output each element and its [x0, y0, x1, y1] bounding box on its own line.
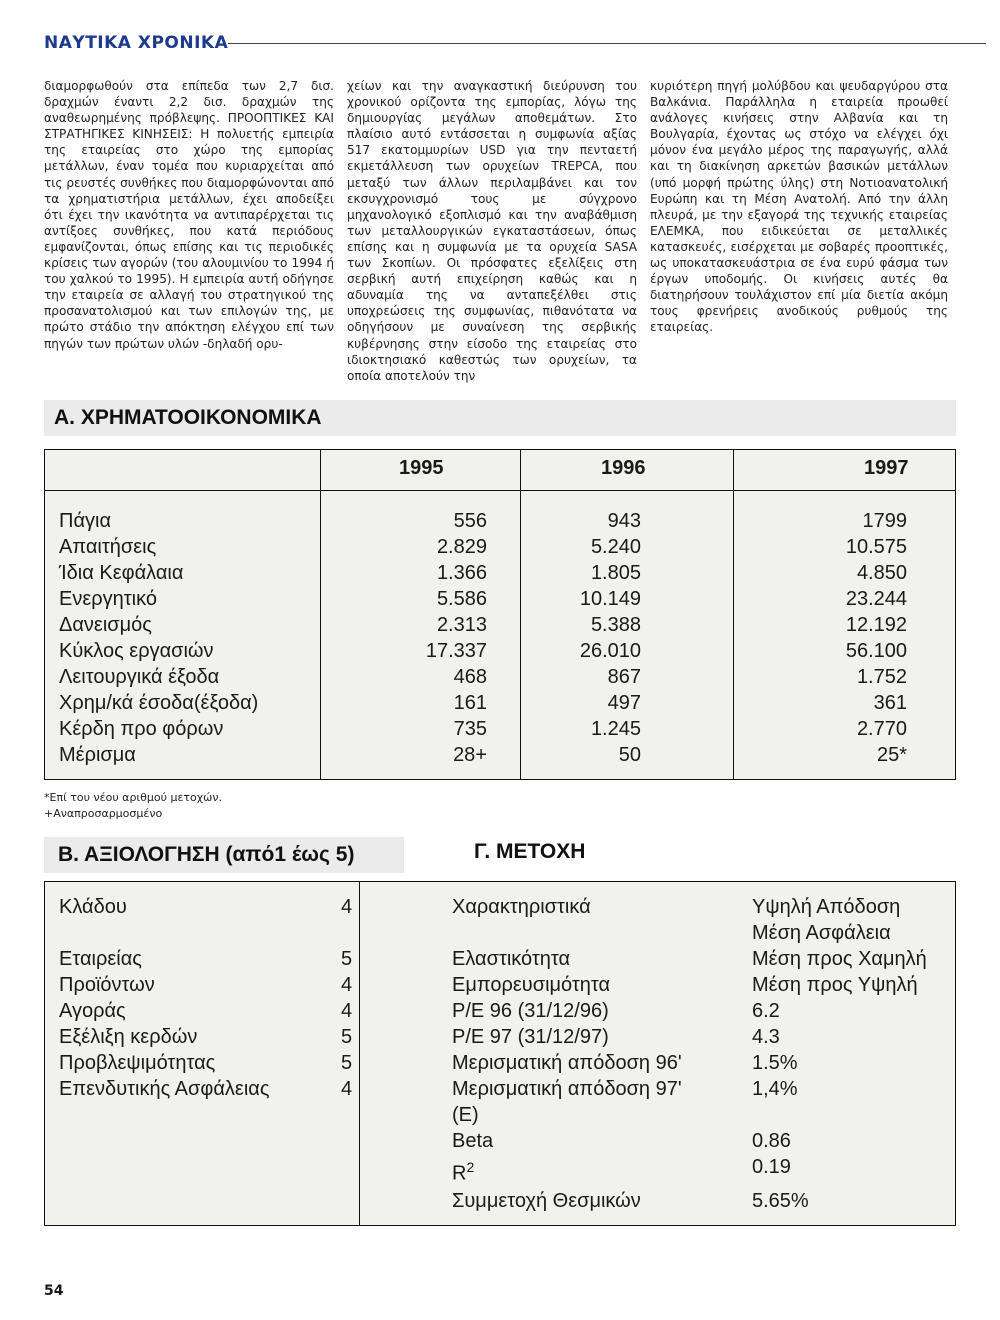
table-row — [45, 586, 955, 612]
stock-label: P/E 96 (31/12/96) — [452, 1000, 609, 1022]
row-label: Ίδια Κεφάλαια — [59, 562, 184, 584]
cell-value: 26.010 — [579, 640, 641, 662]
financials-table — [44, 449, 956, 780]
stock-value: Μέση προς Χαμηλή — [752, 948, 927, 970]
cell-value: 56.100 — [845, 640, 907, 662]
cell-value: 4.850 — [856, 562, 907, 584]
stock-label: $R^2$ — [452, 1159, 475, 1185]
rating-label: Προβλεψιμότητας — [59, 1052, 216, 1074]
rating-value: 4 — [341, 1078, 353, 1100]
text-column-1 — [44, 78, 334, 352]
rating-value: 4 — [341, 896, 353, 918]
magazine-title: ΝΑΥΤΙΚΑ ΧΡΟΝΙΚΑ — [44, 33, 229, 53]
header-rule — [228, 43, 986, 44]
rating-and-stock-table — [44, 881, 956, 1226]
section-a-heading: Α. ΧΡΗΜΑΤΟΟΙΚΟΝΟΜΙΚΑ — [44, 400, 956, 436]
stock-value: 1,4% — [752, 1078, 798, 1100]
table-row — [45, 664, 955, 690]
table-row — [45, 560, 955, 586]
stock-value: Υψηλή Απόδοση — [752, 896, 901, 918]
stock-label: Μερισματική απόδοση 96' — [452, 1052, 682, 1074]
column-3-text: κυριότερη πηγή μολύβδου και ψευδαργύρου στα Βαλκάνια. Παράλληλα η εταιρεία προωθεί ανάλογες κινήσεις στην Αλβανία και τη Βουλγαρία, έχοντας ως στόχο να ελέγχει όχι μόνον ένα μεγάλο μέρος της παραγωγής, αλλά και τη διακίνηση αρκετών βασικών μετάλλων (υπό μορφή πρώτης ύλης) στη Νοτιοανατολική Ευρώπη και τη Μέση Ανατολή. Από την άλλη πλευρά, με την εξαγορά της τεχνικής εταιρείας ΕΛΕΜΚΑ, που ειδικεύεται σε μεταλλικές κατασκευές, εισέρχεται με σοβαρές προοπτικές, ως υποκατασκευάστρια σε ένα ευρύ φάσμα των έργων υποδομής. Οι κινήσεις αυτές θα διατηρήσουν τουλάχιστον επί μία διετία ακόμη τους φρενήρεις ανοδικούς ρυθμούς της εταιρείας. — [650, 79, 948, 335]
row-label: Ενεργητικό — [59, 588, 157, 610]
cell-value: 50 — [618, 744, 641, 766]
section-g-heading: Γ. ΜΕΤΟΧΗ — [474, 840, 586, 863]
cell-value: 10.575 — [845, 536, 907, 558]
stock-value: 4.3 — [752, 1026, 780, 1048]
footnote: *Επί του νέου αριθμού μετοχών. — [44, 791, 222, 804]
cell-value: 2.829 — [436, 536, 487, 558]
rating-label: Εταιρείας — [59, 948, 142, 970]
text-column-3 — [650, 78, 948, 336]
cell-value: 468 — [453, 666, 487, 688]
row-label: Δανεισμός — [59, 614, 152, 636]
cell-value: 1.752 — [856, 666, 907, 688]
cell-value: 161 — [453, 692, 487, 714]
cell-value: 2.770 — [856, 718, 907, 740]
rating-value: 5 — [341, 948, 353, 970]
financials-rows — [45, 508, 955, 768]
row-label: Χρημ/κά έσοδα(έξοδα) — [59, 692, 259, 714]
cell-value: 361 — [873, 692, 907, 714]
rating-label: Προϊόντων — [59, 974, 155, 996]
row-label: Λειτουργικά έξοδα — [59, 666, 220, 688]
r-squared-superscript: 2 — [466, 1159, 475, 1175]
column-2-text: χείων και την αναγκαστική διεύρυνση του χρονικού ορίζοντα της εμπορίας, λόγω της δημιουργίας μεγάλων αποθεμάτων. Στο πλαίσιο αυτό εντάσσεται η συμφωνία αξίας 517 εκατομμυρίων USD για την πενταετή εκμετάλλευση των ορυχείων TREPCA, που μεταξύ των άλλων περιλαμβάνει και τον εκσυγχρονισμό τους με σύγχρονο μηχανολογικό εξοπλισμό και την αναβάθμιση των μεταλλουργικών εγκαταστάσεων, όπως επίσης και η συμφωνία με τα ορυχεία SASA των Σκοπίων. Οι πρόσφατες εξελίξεις στη σερβική αυτή επιχείρηση καθώς και η αδυναμία της να ανταπεξέλθει στις υποχρεώσεις της συμφωνίας, πιθανότατα να οδηγήσουν με συναίνεση της σερβικής κυβέρνησης στην είσοδο της εταιρείας στο ιδιοκτησιακό καθεστώς των ορυχείων, τα οποία αποτελούν την — [347, 79, 637, 383]
year-header: 1995 — [399, 457, 444, 479]
cell-value: 1.245 — [590, 718, 641, 740]
page-number: 54 — [44, 1283, 64, 1299]
cell-value: 28+ — [453, 744, 487, 766]
rating-label: Αγοράς — [59, 1000, 126, 1022]
text-column-2 — [347, 78, 637, 384]
stock-value: 0.86 — [752, 1130, 791, 1152]
row-label: Απαιτήσεις — [59, 536, 157, 558]
stock-value: 5.65% — [752, 1190, 809, 1212]
rating-value: 4 — [341, 974, 353, 996]
cell-value: 25* — [876, 744, 907, 766]
cell-value: 735 — [453, 718, 487, 740]
stock-label: Χαρακτηριστικά — [452, 896, 591, 918]
header-divider — [45, 490, 955, 491]
table-row — [45, 690, 955, 716]
stock-label: Μερισματική απόδοση 97' — [452, 1078, 682, 1100]
cell-value: 2.313 — [436, 614, 487, 636]
table-row — [45, 612, 955, 638]
footnote: +Αναπροσαρμοσμένο — [44, 807, 163, 820]
table-row — [45, 742, 955, 768]
stock-value: 0.19 — [752, 1156, 791, 1178]
rating-label: Εξέλιξη κερδών — [59, 1026, 198, 1048]
stock-label: Ελαστικότητα — [452, 948, 571, 970]
stock-value: 6.2 — [752, 1000, 780, 1022]
column-1-text: διαμορφωθούν στα επίπεδα των 2,7 δισ. δραχμών έναντι 2,2 δισ. δραχμών της αναθεωρημένης πρόβλεψης. ΠΡΟΟΠΤΙΚΕΣ ΚΑΙ ΣΤΡΑΤΗΓΙΚΕΣ ΚΙΝΗΣΕΙΣ: Η πολυετής εμπειρία της εταιρείας στο χώρο της εμπορίας μετάλλων, έναν τομέα που κυριαρχείται από τις ρευστές συνθήκες που διαμορφώνονται από τα χρηματιστήρια μετάλλων, έχει αποδείξει ότι έχει την ικανότητα να αντιπαρέρχεται τις αντίξοες συνθήκες, που κατά περιόδους εμφανίζονται, όπως επίσης και τις περιοδικές κρίσεις των αγορών (του αλουμινίου το 1994 ή του χαλκού το 1995). Η εμπειρία αυτή οδήγησε την εταιρεία σε αλλαγή του στρατηγικού της προσανατολισμού και των επιλογών της, με πρώτο στάδιο την απόκτηση ελέγχου επί των πηγών των πρώτων υλών -δηλαδή ορυ- — [44, 79, 334, 351]
row-label: Κέρδη προ φόρων — [59, 718, 224, 740]
cell-value: 556 — [453, 510, 487, 532]
cell-value: 5.240 — [590, 536, 641, 558]
rating-label: Κλάδου — [59, 896, 127, 918]
cell-value: 867 — [607, 666, 641, 688]
table-row — [45, 508, 955, 534]
stock-value: 1.5% — [752, 1052, 798, 1074]
rating-value: 4 — [341, 1000, 353, 1022]
table-row — [45, 638, 955, 664]
cell-value: 5.586 — [436, 588, 487, 610]
rating-label: Επενδυτικής Ασφάλειας — [59, 1078, 270, 1100]
stock-label: Εμπορευσιμότητα — [452, 974, 611, 996]
stock-label: P/E 97 (31/12/97) — [452, 1026, 609, 1048]
cell-value: 17.337 — [425, 640, 487, 662]
stock-label: Beta — [452, 1130, 494, 1152]
stock-value: Μέση Ασφάλεια — [752, 922, 891, 944]
row-label: Πάγια — [59, 510, 112, 532]
table-row — [45, 534, 955, 560]
row-label: Μέρισμα — [59, 744, 136, 766]
stock-label: (E) — [452, 1104, 479, 1126]
stock-value: Μέση προς Υψηλή — [752, 974, 918, 996]
section-b-heading: Β. ΑΞΙΟΛΟΓΗΣΗ (από1 έως 5) — [44, 837, 404, 873]
table-row — [45, 716, 955, 742]
cell-value: 5.388 — [590, 614, 641, 636]
year-header: 1996 — [601, 457, 646, 479]
row-label: Κύκλος εργασιών — [59, 640, 214, 662]
cell-value: 1.805 — [590, 562, 641, 584]
cell-value: 1.366 — [436, 562, 487, 584]
year-header: 1997 — [864, 457, 909, 479]
cell-value: 10.149 — [579, 588, 641, 610]
cell-value: 497 — [607, 692, 641, 714]
stock-label: Συμμετοχή Θεσμικών — [452, 1190, 641, 1212]
cell-value: 12.192 — [845, 614, 907, 636]
rating-value: 5 — [341, 1026, 353, 1048]
column-divider — [359, 882, 360, 1225]
cell-value: 943 — [607, 510, 641, 532]
cell-value: 23.244 — [845, 588, 907, 610]
cell-value: 1799 — [862, 510, 907, 532]
rating-value: 5 — [341, 1052, 353, 1074]
